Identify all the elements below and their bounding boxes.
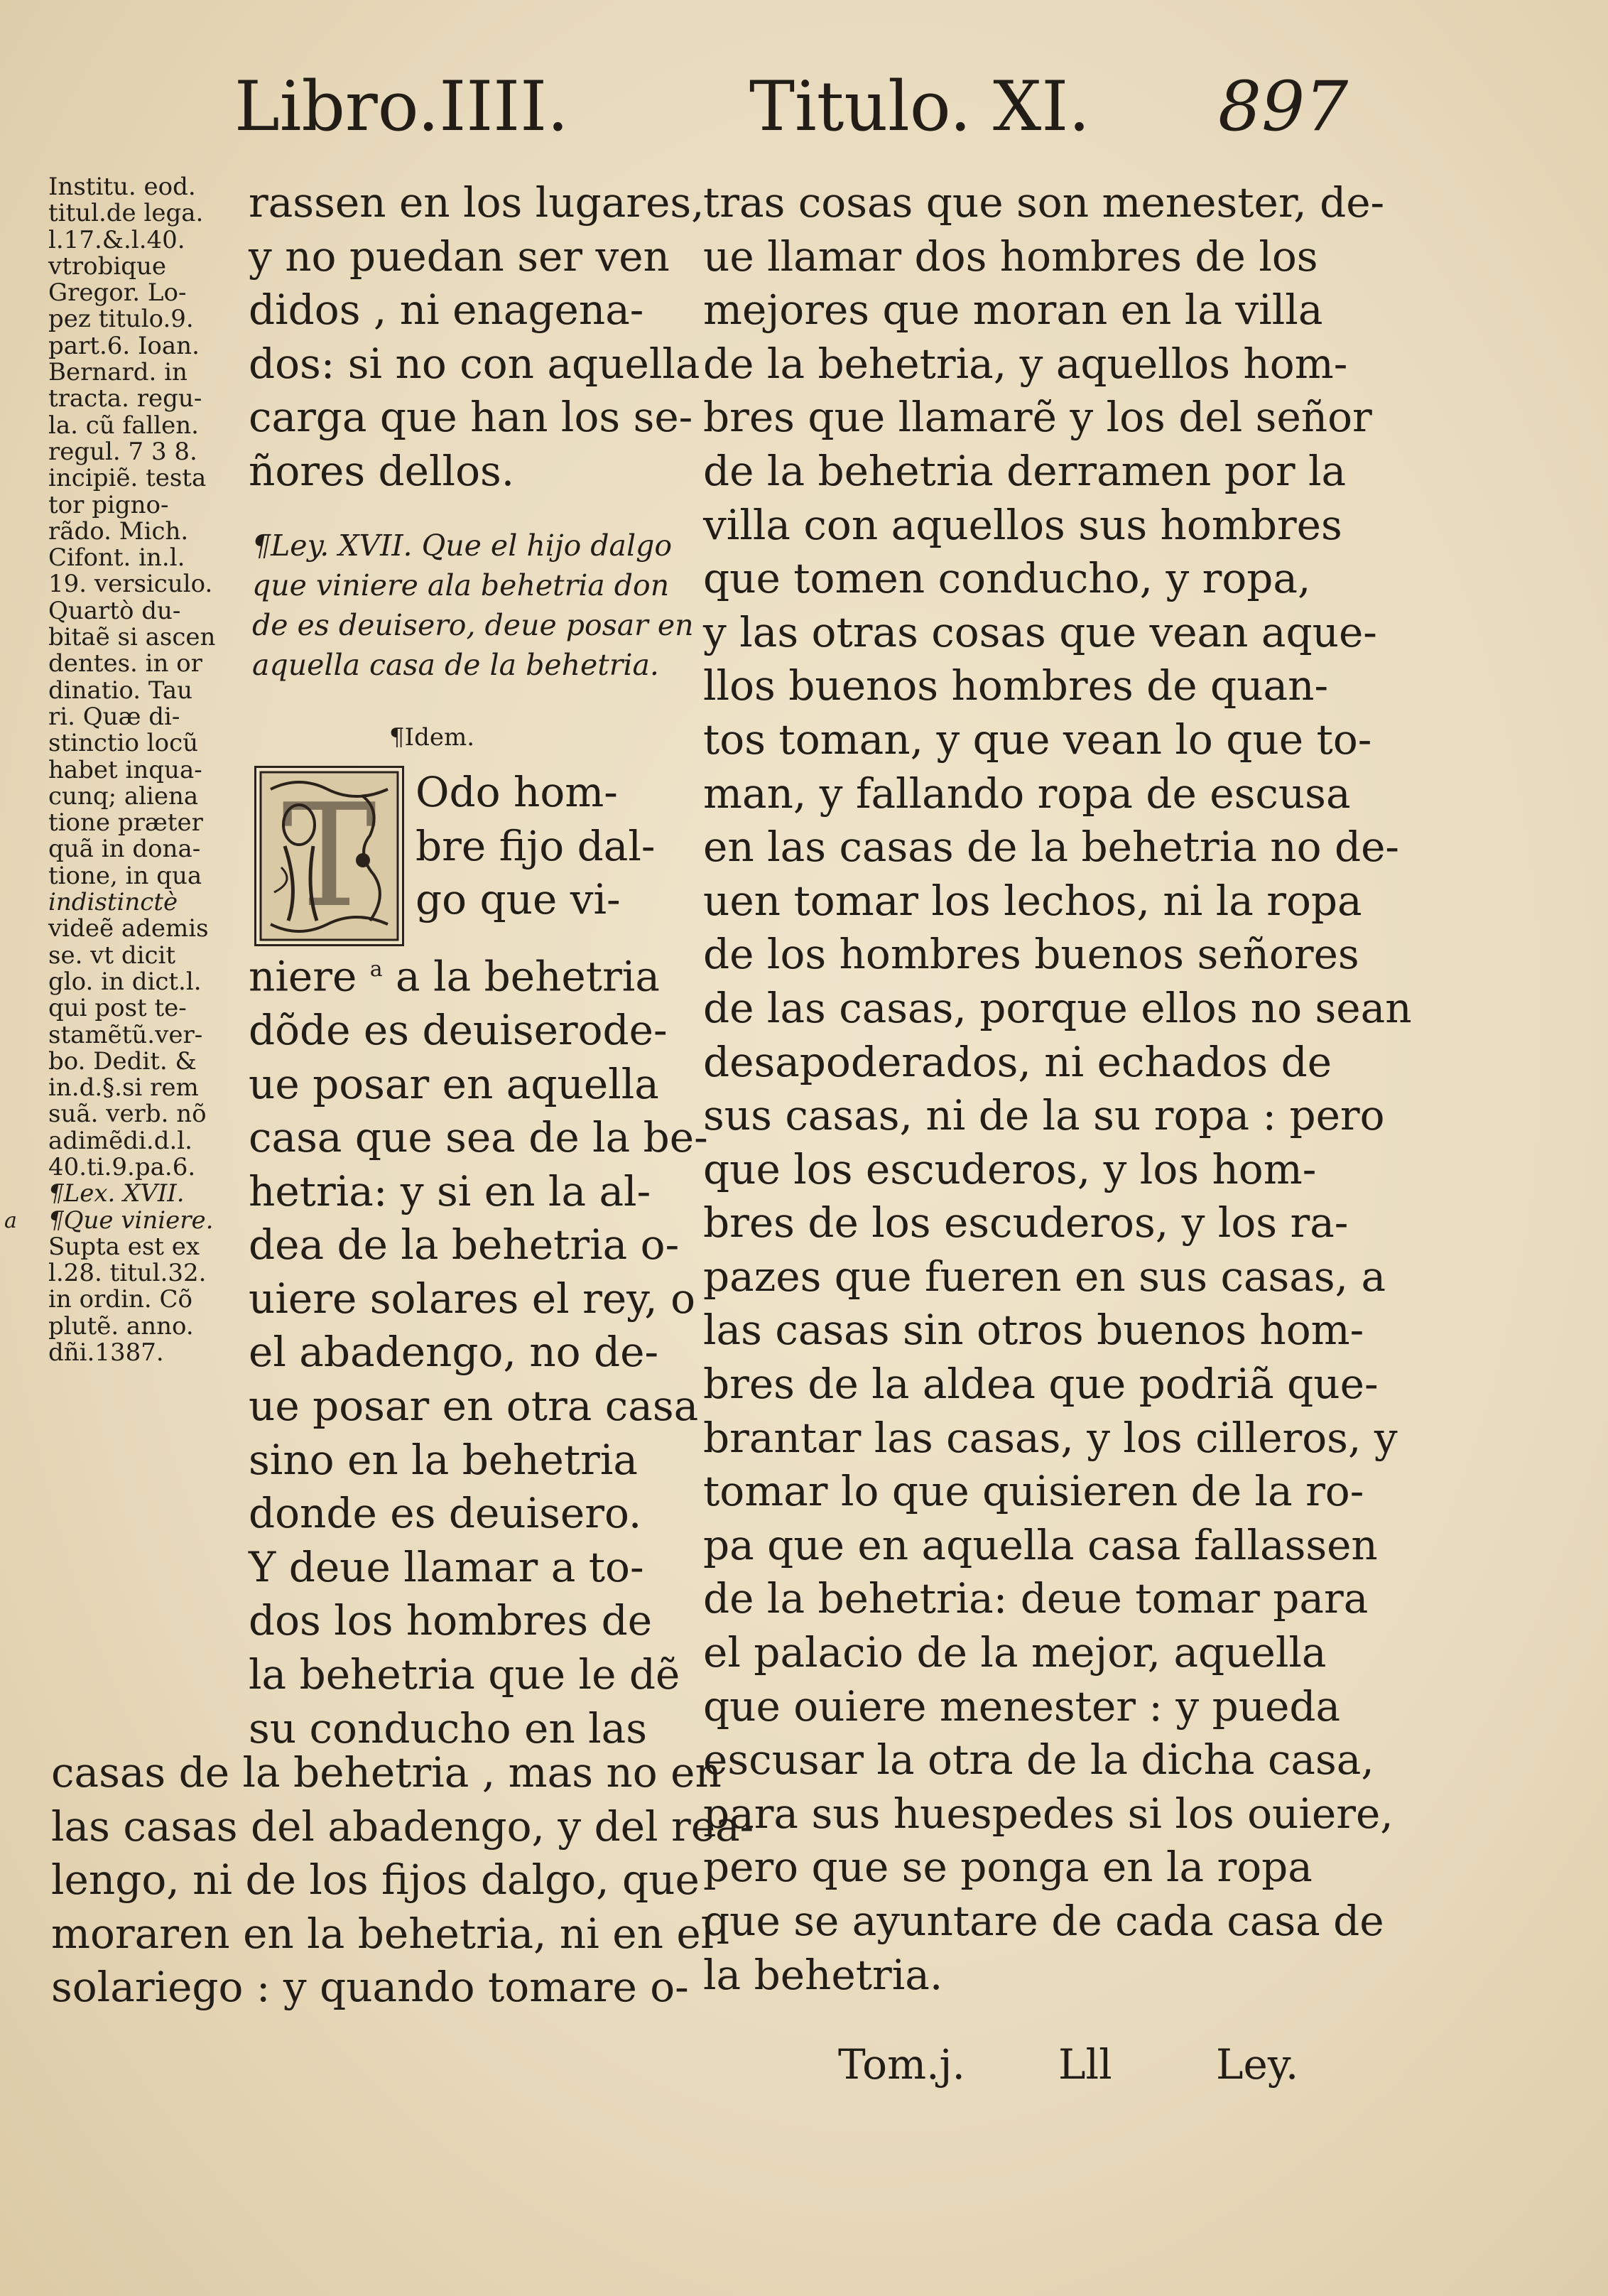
margin-note-line: Bernard. in [48, 358, 188, 387]
text-line: que los escuderos, y los hom- [703, 1144, 1317, 1193]
text-line: ue posar en otra casa [249, 1382, 699, 1431]
margin-note-line: 40.ti.9.pa.6. [48, 1152, 196, 1181]
running-head-title: Titulo. XI. [749, 67, 1090, 146]
text-line: ñores dellos. [249, 446, 515, 495]
text-line: escusar la otra de la dicha casa, [703, 1735, 1374, 1785]
text-line: de la behetria derramen por la [703, 446, 1347, 495]
text-line: casas de la behetria , mas no en [51, 1748, 722, 1797]
text-line: que se ayuntare de cada casa de [703, 1897, 1384, 1945]
footer-volume: Tom.j. [838, 2040, 965, 2089]
text-line: de la behetria: deue tomar para [703, 1574, 1369, 1623]
text-line: las casas del abadengo, y del rea- [51, 1802, 754, 1851]
margin-notes [4, 173, 226, 1368]
margin-note-line: Cifont. in.l. [48, 543, 185, 573]
law-heading [252, 526, 694, 685]
margin-note-line: bitaẽ si ascen [48, 623, 216, 652]
text-line: solariego : y quando tomare o- [51, 1963, 689, 2012]
text-line: que tomen conducho, y ropa, [703, 554, 1311, 603]
text-line: mejores que moran en la villa [703, 286, 1323, 335]
drop-cap-lines [415, 766, 656, 927]
text-line: dõde es deuiserode- [249, 1005, 668, 1054]
text-line: uen tomar los lechos, ni la ropa [703, 876, 1362, 925]
text-line: Y deue llamar a to- [249, 1542, 644, 1591]
footer-catchword: Ley. [1216, 2040, 1299, 2089]
text-line: carga que han los se- [249, 393, 693, 442]
text-line: para sus huespedes si los ouiere, [703, 1789, 1394, 1838]
margin-note-line: tione, in qua [48, 861, 202, 890]
margin-note-line: dentes. in or [48, 649, 202, 678]
text-line: pa que en aquella casa fallassen [703, 1520, 1378, 1569]
margin-note-line [4, 1206, 226, 1235]
heading-line: aquella casa de la behetria. [252, 648, 659, 682]
margin-note-line: l.28. titul.32. [48, 1259, 207, 1288]
margin-note-line: stinctio locũ [48, 729, 199, 758]
text-line: las casas sin otros buenos hom- [703, 1306, 1364, 1355]
margin-note-line: pez titulo.9. [48, 305, 194, 334]
text-line: pazes que fueren en sus casas, a [703, 1252, 1386, 1301]
text-line: brantar las casas, y los cilleros, y [703, 1413, 1398, 1462]
right-column [703, 176, 1412, 2002]
text-line: dos: si no con aquella [249, 339, 700, 388]
text-line: tos toman, y que vean lo que to- [703, 715, 1372, 764]
text-line: llos buenos hombres de quan- [703, 661, 1329, 710]
margin-note-line: la. cũ fallen. [48, 411, 199, 440]
text-line: uiere solares el rey, o [249, 1274, 695, 1323]
left-column-bottom [51, 1746, 754, 2015]
text-line: y no puedan ser ven [249, 232, 670, 281]
note-marker: a [369, 957, 383, 982]
margin-note-line: Gregor. Lo- [48, 278, 187, 308]
text-line: dea de la behetria o- [249, 1220, 680, 1269]
margin-note-line: glo. in dict.l. [48, 967, 202, 996]
page-number: 897 [1218, 67, 1349, 146]
heading-line: que viniere ala behetria don [252, 568, 670, 602]
idem-label: ¶Idem. [389, 723, 474, 752]
heading-line: de es deuisero, deue posar en [252, 608, 694, 642]
margin-note-line: vtrobique [48, 251, 167, 281]
margin-note-line: 19. versiculo. [48, 570, 213, 599]
text-line: moraren en la behetria, ni en el [51, 1909, 715, 1958]
text-line: desapoderados, ni echados de [703, 1037, 1332, 1086]
initial-letter: T [281, 773, 377, 939]
margin-note-line: stamẽtũ.ver- [48, 1020, 203, 1049]
margin-note-line: dinatio. Tau [48, 676, 193, 705]
margin-note-line: tor pigno- [48, 490, 169, 519]
text-line: sus casas, ni de la su ropa : pero [703, 1091, 1385, 1140]
margin-note-line: in ordin. Cõ [48, 1285, 192, 1314]
margin-note-line: in.d.§.si rem [48, 1073, 199, 1103]
margin-note-line: indistinctè [48, 888, 178, 917]
margin-note-line: regul. 7 3 8. [48, 437, 197, 466]
margin-note-line: Supta est ex [48, 1232, 200, 1261]
margin-note-line: suã. verb. nõ [48, 1100, 207, 1129]
text-line: didos , ni enagena- [249, 286, 644, 335]
margin-note-line: habet inqua- [48, 755, 202, 784]
margin-note-line: Institu. eod. [48, 173, 196, 201]
text-line: bres de los escuderos, y los ra- [703, 1198, 1349, 1247]
left-column-top [249, 176, 705, 499]
note-marker: a [4, 1208, 17, 1233]
text-line: bre fijo dal- [415, 821, 656, 870]
margin-note-line: dñi.1387. [48, 1338, 164, 1368]
margin-note-line: l.17.&.l.40. [48, 225, 185, 254]
margin-note-line: Quartò du- [48, 596, 181, 625]
text-line: la behetria que le dẽ [249, 1650, 680, 1699]
margin-note-line: quã in dona- [48, 835, 201, 864]
margin-note-line: cunq; aliena [48, 781, 199, 811]
text-line: la behetria. [703, 1950, 943, 1999]
margin-note-line: adimẽdi.d.l. [48, 1126, 192, 1155]
margin-note-line: ri. Quæ di- [48, 702, 180, 731]
text-line: en las casas de la behetria no de- [703, 823, 1399, 872]
text-line: el palacio de la mejor, aquella [703, 1628, 1327, 1677]
text-line: y las otras cosas que vean aque- [703, 607, 1377, 656]
margin-note-line: tracta. regu- [48, 384, 202, 413]
text-line: lengo, ni de los fijos dalgo, que [51, 1856, 700, 1905]
margin-note-line: plutẽ. anno. [48, 1311, 194, 1341]
text-line: ue posar en aquella [249, 1059, 659, 1108]
footer-signature: Lll [1058, 2040, 1112, 2089]
text-line [249, 943, 660, 1004]
margin-note-line: ¶Lex. XVII. [48, 1179, 185, 1208]
text-line: sino en la behetria [249, 1435, 638, 1484]
margin-note-line: qui post te- [48, 994, 187, 1023]
left-column-body [249, 943, 708, 1755]
text-line: rassen en los lugares, [249, 178, 705, 227]
text-line: hetria: y si en la al- [249, 1166, 651, 1215]
text-line: de las casas, porque ellos no sean [703, 983, 1412, 1032]
text-line: ue llamar dos hombres de los [703, 232, 1318, 281]
text-line: de los hombres buenos señores [703, 930, 1359, 979]
text-fragment: a la behetria [396, 952, 660, 1001]
decorated-initial [254, 766, 404, 946]
margin-note-line: se. vt dicit [48, 941, 176, 970]
text-line: bres que llamarẽ y los del señor [703, 393, 1372, 442]
text-line: donde es deuisero. [249, 1489, 642, 1538]
margin-note-line: incipiẽ. testa [48, 464, 207, 493]
text-line: casa que sea de la be- [249, 1113, 708, 1162]
text-line: tras cosas que son menester, de- [703, 178, 1385, 227]
margin-note-line: titul.de lega. [48, 199, 204, 228]
margin-note-line: bo. Dedit. & [48, 1046, 197, 1076]
text-line: su conducho en las [249, 1704, 647, 1753]
text-line: go que vi- [415, 875, 621, 924]
text-line: Odo hom- [415, 768, 618, 816]
margin-note-line: videẽ ademis [48, 914, 209, 943]
text-line: dos los hombres de [249, 1596, 653, 1645]
text-line: que ouiere menester : y pueda [703, 1682, 1341, 1731]
margin-note-line: rãdo. Mich. [48, 516, 189, 546]
heading-line: ¶Ley. XVII. Que el hijo dalgo [252, 529, 673, 563]
margin-note-line: part.6. Ioan. [48, 331, 200, 360]
text-line: de la behetria, y aquellos hom- [703, 339, 1348, 388]
margin-note-text: ¶Que viniere. [48, 1206, 214, 1235]
text-line: villa con aquellos sus hombres [703, 500, 1342, 549]
text-fragment: niere [249, 952, 357, 1001]
text-line: tomar lo que quisieren de la ro- [703, 1467, 1364, 1516]
text-line: el abadengo, no de- [249, 1328, 659, 1377]
text-line: man, y fallando ropa de escusa [703, 769, 1351, 818]
running-head-book: Libro.IIII. [234, 67, 569, 146]
text-line: bres de la aldea que podriã que- [703, 1360, 1379, 1409]
margin-note-line: tione præter [48, 808, 203, 838]
text-line: pero que se ponga en la ropa [703, 1843, 1313, 1892]
